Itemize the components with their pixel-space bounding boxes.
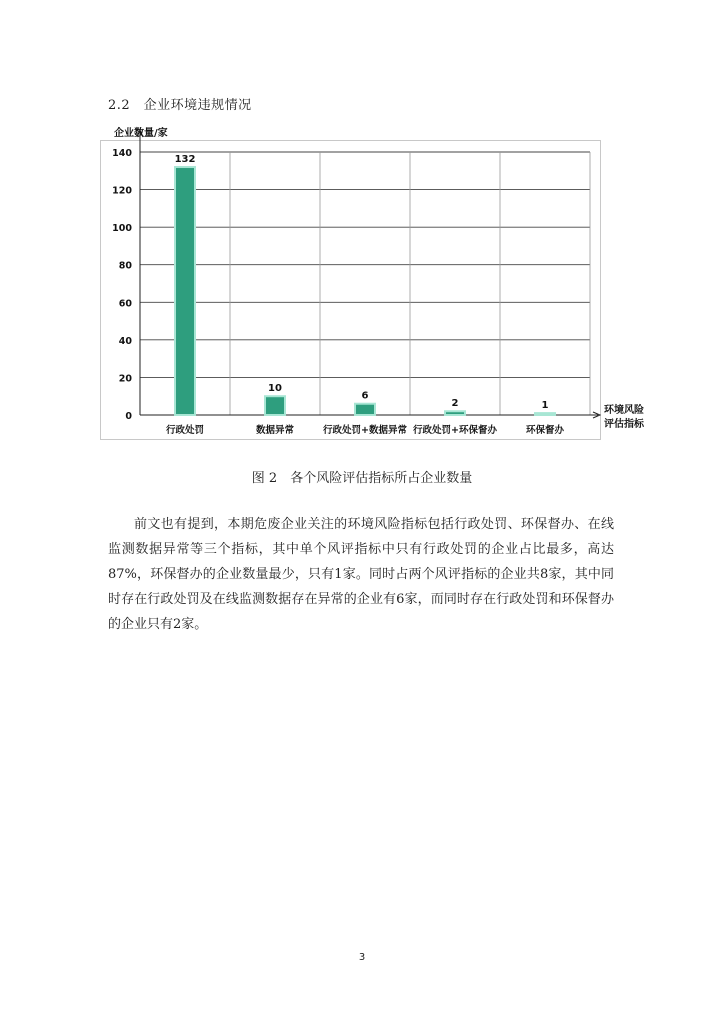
bar <box>535 413 555 415</box>
y-tick-label: 40 <box>118 335 132 347</box>
page-number: 3 <box>358 952 366 963</box>
y-tick-label: 140 <box>112 148 132 159</box>
y-tick-label: 100 <box>112 223 132 235</box>
bar <box>175 167 195 415</box>
figure-caption: 图 2 各个风险评估指标所占企业数量 <box>251 471 473 486</box>
y-tick-label: 80 <box>118 260 132 272</box>
category-label: 行政处罚+数据异常 <box>323 425 407 436</box>
data-label: 10 <box>268 383 282 395</box>
data-label: 6 <box>361 390 369 402</box>
category-label: 数据异常 <box>255 425 295 436</box>
y-tick-label: 120 <box>112 185 132 197</box>
x-axis-label: 评估指标 <box>604 419 644 430</box>
y-tick-label: 20 <box>118 373 132 385</box>
chart-svg <box>100 122 660 452</box>
y-axis-label: 企业数量/家 <box>114 128 168 139</box>
data-label: 2 <box>451 398 459 410</box>
y-tick-label: 0 <box>125 411 132 422</box>
data-label: 132 <box>174 154 196 166</box>
bar <box>445 411 465 415</box>
bar <box>265 396 285 415</box>
section-heading: 2.2 企业环境违规情况 <box>108 98 252 113</box>
y-tick-label: 60 <box>118 298 132 310</box>
data-label: 1 <box>541 400 549 412</box>
x-axis-label: 环境风险 <box>604 405 644 416</box>
bar <box>355 404 375 415</box>
bar-chart <box>100 122 660 452</box>
category-label: 行政处罚+环保督办 <box>413 425 497 436</box>
paragraph-text: 前文也有提到，本期危废企业关注的环境风险指标包括行政处罚、环保督办、在线监测数据异常等三个指标，其中单个风评指标中只有行政处罚的企业占比最多，高达87%，环保督办的企业数量最少，只有1家。同时占两个风评指标的企业共8家，其中同时存在行政处罚及在线监测数据存在异常的企业有6家，而同时存在行政处罚和环保督办的企业只有2家。 <box>108 517 614 632</box>
category-label: 环保督办 <box>525 425 565 436</box>
body-paragraph <box>108 512 614 637</box>
category-label: 行政处罚 <box>165 425 205 436</box>
